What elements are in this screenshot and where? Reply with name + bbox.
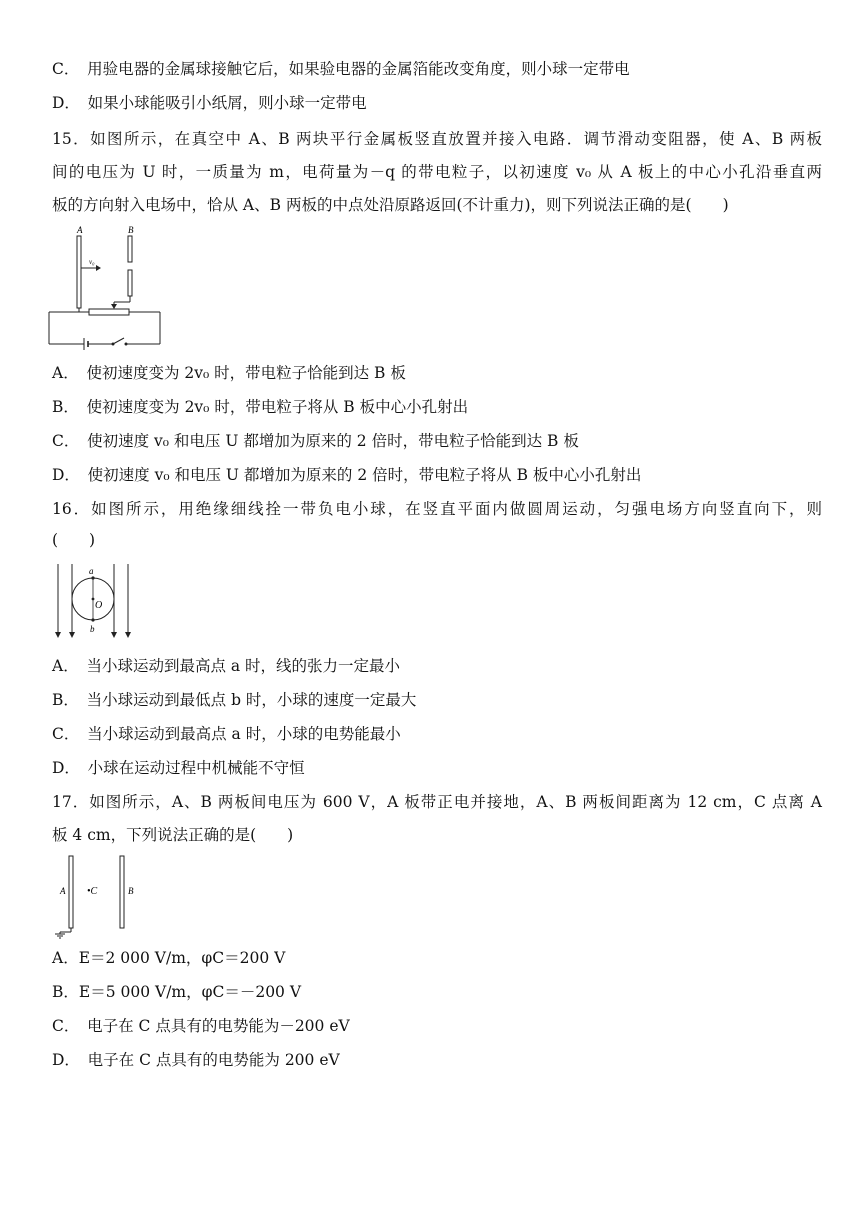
option-d-q15: D． 使初速度 v₀ 和电压 U 都增加为原来的 2 倍时，带电粒子将从 B 板中心小孔射出 [52, 466, 642, 484]
fig17-label-a: A [60, 886, 66, 896]
option-b-q17: B．E＝5 000 V/m，φC＝－200 V [52, 983, 302, 1001]
fig17-label-b: B [128, 886, 134, 896]
question-17-line-2: 板 4 cm，下列说法正确的是( ) [52, 826, 294, 844]
figure-15-circuit [44, 224, 166, 354]
option-b-q15: B． 使初速度变为 2v₀ 时，带电粒子将从 B 板中心小孔射出 [52, 398, 469, 416]
fig15-label-v0: v₀ [89, 258, 95, 266]
question-16-line-1: 16．如图所示，用绝缘细线拴一带负电小球，在竖直平面内做圆周运动，匀强电场方向竖直向下，则 [52, 500, 822, 518]
fig16-label-a: a [89, 566, 94, 576]
option-a-q15: A． 使初速度变为 2v₀ 时，带电粒子恰能到达 B 板 [52, 364, 406, 382]
option-d-q16: D． 小球在运动过程中机械能不守恒 [52, 759, 305, 777]
option-d-q17: D． 电子在 C 点具有的电势能为 200 eV [52, 1051, 340, 1069]
fig15-label-a: A [77, 225, 83, 235]
option-b-q16: B． 当小球运动到最低点 b 时，小球的速度一定最大 [52, 691, 417, 709]
fig16-label-b: b [90, 624, 95, 634]
option-a-q17: A．E＝2 000 V/m，φC＝200 V [52, 949, 286, 967]
question-16-line-2: ( ) [52, 531, 96, 549]
option-d-q14: D． 如果小球能吸引小纸屑，则小球一定带电 [52, 94, 367, 112]
figure-17-plates [54, 854, 144, 940]
fig15-label-b: B [128, 225, 134, 235]
question-15-line-1: 15．如图所示，在真空中 A、B 两块平行金属板竖直放置并接入电路．调节滑动变阻器，使 A、B 两板 [52, 130, 822, 148]
fig17-label-c: •C [87, 886, 98, 897]
option-c-q14: C． 用验电器的金属球接触它后，如果验电器的金属箔能改变角度，则小球一定带电 [52, 60, 630, 78]
figure-16-field [52, 562, 134, 642]
option-a-q16: A． 当小球运动到最高点 a 时，线的张力一定最小 [52, 657, 401, 675]
question-15-line-2: 间的电压为 U 时，一质量为 m，电荷量为－q 的带电粒子，以初速度 v₀ 从 A 板上的中心小孔沿垂直两 [52, 163, 822, 181]
question-15-line-3: 板的方向射入电场中，恰从 A、B 两板的中点处沿原路返回(不计重力)，则下列说法正确的是( ) [52, 196, 729, 214]
option-c-q16: C． 当小球运动到最高点 a 时，小球的电势能最小 [52, 725, 401, 743]
fig16-label-o: O [95, 600, 103, 611]
option-c-q15: C． 使初速度 v₀ 和电压 U 都增加为原来的 2 倍时，带电粒子恰能到达 B 板 [52, 432, 579, 450]
option-c-q17: C． 电子在 C 点具有的电势能为－200 eV [52, 1017, 350, 1035]
question-17-line-1: 17．如图所示，A、B 两板间电压为 600 V，A 板带正电并接地，A、B 两板间距离为 12 cm，C 点离 A [52, 793, 822, 811]
